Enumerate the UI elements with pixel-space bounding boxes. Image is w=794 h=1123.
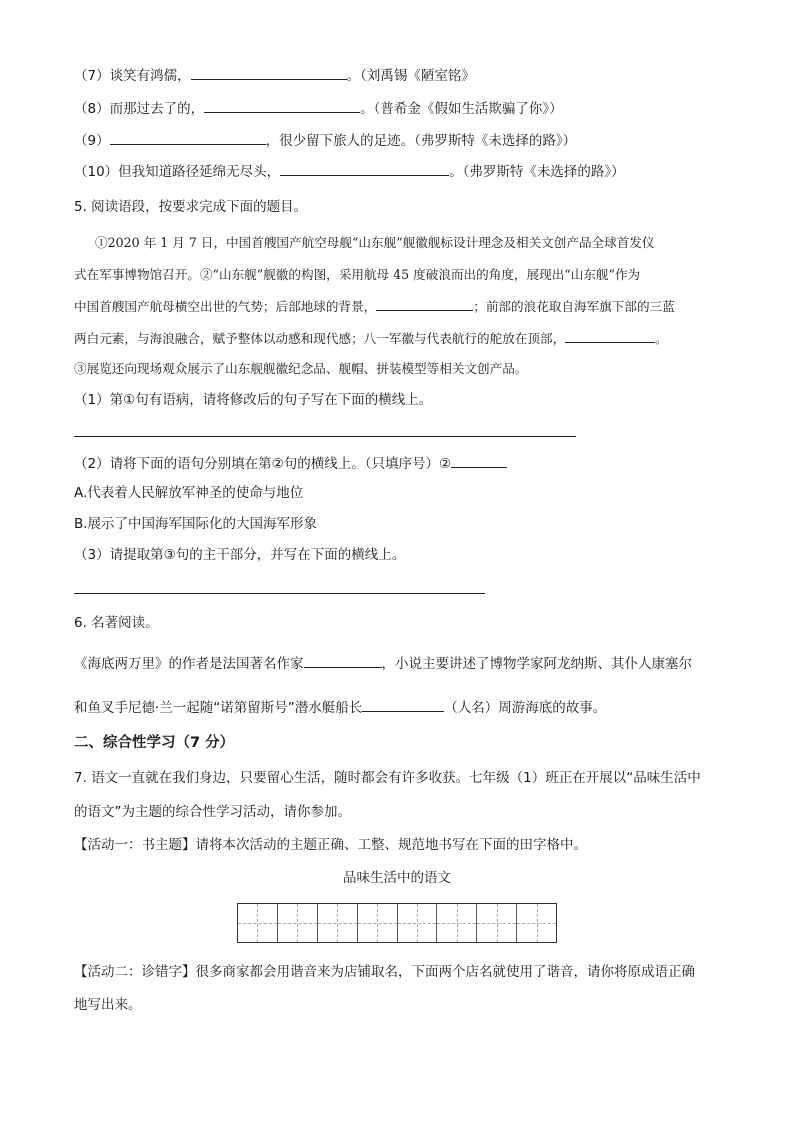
- answer-blank[interactable]: [304, 653, 382, 668]
- activity-label: 【活动一：书主题】: [74, 837, 196, 853]
- answer-blank[interactable]: [362, 697, 444, 712]
- activity-1: [74, 835, 587, 855]
- q5-passage-line: ③展览还向现场观众展示了山东舰舰徽纪念品、舰帽、拼装模型等相关文创产品。: [74, 361, 528, 376]
- q6-text: 《海底两万里》的作者是法国著名作家: [74, 656, 304, 672]
- grid-cell[interactable]: [437, 904, 477, 942]
- item-7-source: 。（刘禹锡《陋室铭》: [346, 68, 475, 84]
- option-b: B.展示了中国海军国际化的大国海军形象: [74, 516, 318, 532]
- q5-subquestion-3: （3）请提取第③句的主干部分，并写在下面的横线上。: [74, 547, 406, 563]
- passage-text: 。: [655, 331, 668, 346]
- passage-blank[interactable]: [376, 296, 473, 311]
- recite-item-7: [74, 65, 475, 86]
- q5-passage-line: ①2020 年 1 月 7 日，中国首艘国产航空母舰“山东舰”舰徽舰标设计理念及相关文创产品全球首发仪: [95, 235, 655, 250]
- tianzige-grid[interactable]: [237, 903, 557, 943]
- grid-caption: 品味生活中的语文: [343, 870, 451, 886]
- q5-subquestion-2: [74, 453, 507, 474]
- item-7-prompt: （7）谈笑有鸿儒，: [74, 68, 191, 84]
- activity-text: 很多商家都会用谐音来为店铺取名，下面两个店名就使用了谐音，请你将原成语正确: [195, 964, 695, 980]
- item-9-prompt: （9）: [74, 133, 110, 149]
- grid-cell[interactable]: [238, 904, 278, 942]
- answer-blank[interactable]: [204, 98, 360, 113]
- item-9-source: ，很少留下旅人的足迹。（弗罗斯特《未选择的路》）: [265, 133, 577, 149]
- q6-line-2: [74, 697, 606, 718]
- subquestion-text: （2）请将下面的语句分别填在第②句的横线上。（只填序号）②: [74, 456, 452, 472]
- q7-intro-line: 的语文”为主题的综合性学习活动，请你参加。: [74, 804, 351, 820]
- item-8-prompt: （8）而那过去了的，: [74, 101, 205, 117]
- item-10-source: 。（弗罗斯特《未选择的路》）: [449, 164, 625, 180]
- item-8-source: 。（普希金《假如生活欺骗了你》）: [360, 101, 563, 117]
- q5-passage-line: [74, 296, 675, 317]
- q6-text: （人名）周游海底的故事。: [444, 700, 607, 716]
- passage-text: ；前部的浪花取自海军旗下部的三蓝: [473, 299, 675, 314]
- answer-blank[interactable]: [110, 130, 266, 145]
- grid-cell[interactable]: [398, 904, 438, 942]
- answer-line[interactable]: [74, 436, 576, 437]
- answer-line[interactable]: [74, 593, 485, 594]
- passage-text: 两白元素，与海浪融合，赋予整体以动感和现代感；八一军徽与代表航行的舵放在顶部，: [74, 331, 566, 346]
- grid-cell[interactable]: [517, 904, 556, 942]
- passage-text: 中国首艘国产航母横空出世的气势；后部地球的背景，: [74, 299, 377, 314]
- q5-title: 5. 阅读语段，按要求完成下面的题目。: [74, 199, 308, 215]
- q5-subquestion-1: （1）第①句有语病，请将修改后的句子写在下面的横线上。: [74, 392, 433, 408]
- activity-2-line-2: 地写出来。: [74, 997, 142, 1013]
- q5-passage-line: [74, 328, 668, 349]
- grid-cell[interactable]: [318, 904, 358, 942]
- answer-blank[interactable]: [280, 161, 449, 176]
- activity-2: [74, 962, 695, 982]
- q7-intro-line: 7. 语文一直就在我们身边，只要留心生活，随时都会有许多收获。七年级（1）班正在开展以“品味生活中: [74, 770, 701, 786]
- recite-item-10: [74, 161, 625, 182]
- q6-text: ，小说主要讲述了博物学家阿龙纳斯、其仆人康塞尔: [381, 656, 692, 672]
- passage-blank[interactable]: [565, 328, 655, 343]
- answer-blank[interactable]: [191, 65, 347, 80]
- activity-label: 【活动二：诊错字】: [74, 964, 196, 980]
- section-heading: 二、综合性学习（7 分）: [74, 735, 235, 751]
- grid-cell[interactable]: [358, 904, 398, 942]
- grid-cell[interactable]: [477, 904, 517, 942]
- recite-item-8: [74, 98, 563, 119]
- q6-text: 和鱼叉手尼德·兰一起随“诺第留斯号”潜水艇船长: [74, 700, 363, 716]
- q5-passage-line: 式在军事博物馆召开。②“山东舰”舰徽的构图，采用航母 45 度破浪而出的角度，展现出“山东舰”作为: [74, 267, 641, 282]
- activity-text: 请将本次活动的主题正确、工整、规范地书写在下面的田字格中。: [195, 837, 587, 853]
- recite-item-9: [74, 130, 576, 151]
- option-a: A.代表着人民解放军神圣的使命与地位: [74, 485, 304, 501]
- answer-blank[interactable]: [451, 453, 507, 468]
- q6-title: 6. 名著阅读。: [74, 615, 159, 631]
- item-10-prompt: （10）但我知道路径延绵无尽头，: [74, 164, 281, 180]
- grid-cell[interactable]: [278, 904, 318, 942]
- q6-line-1: [74, 653, 692, 674]
